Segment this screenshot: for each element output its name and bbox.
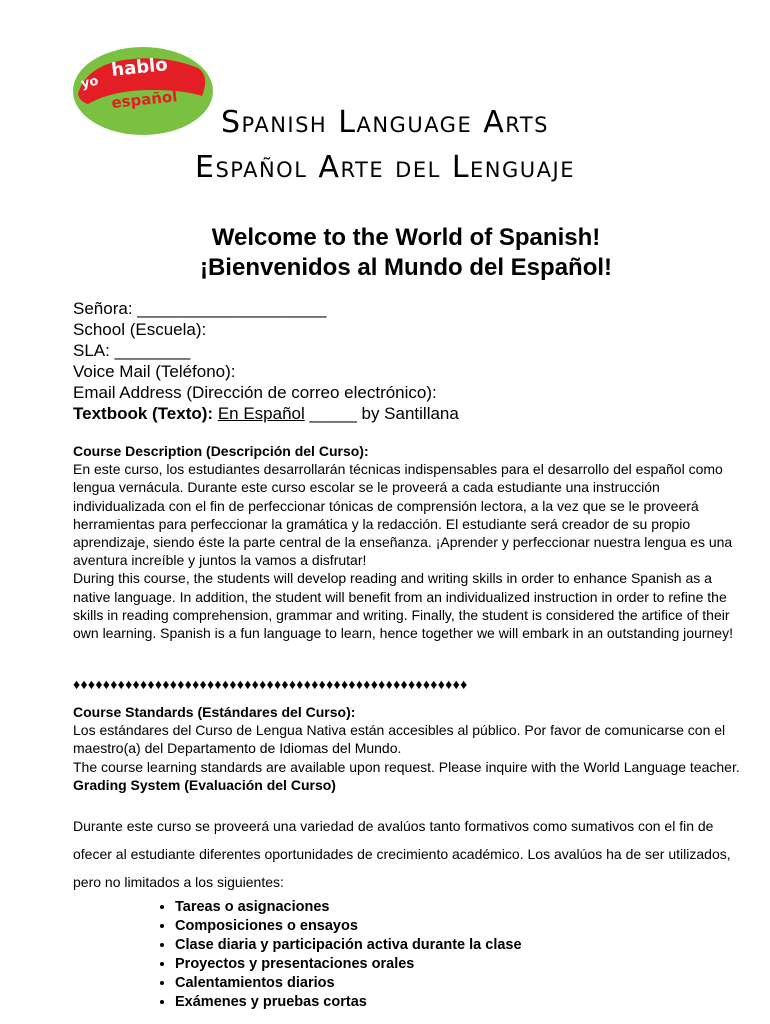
- course-description-section: [73, 442, 745, 642]
- list-item: • Clase diaria y participación activa durante la clase: [175, 936, 522, 955]
- assessment-list: [115, 898, 522, 1012]
- contact-info: [73, 298, 459, 424]
- diamond-divider: ♦♦♦♦♦♦♦♦♦♦♦♦♦♦♦♦♦♦♦♦♦♦♦♦♦♦♦♦♦♦♦♦♦♦♦♦♦♦♦♦♦♦♦♦♦♦♦♦♦♦♦♦♦: [73, 676, 468, 692]
- list-item: • Calentamientos diarios: [175, 974, 522, 993]
- textbook-title: En Español: [217, 404, 305, 423]
- list-item: • Composiciones o ensayos: [175, 917, 522, 936]
- course-standards-heading: Course Standards (Estándares del Curso):: [73, 704, 356, 720]
- teacher-name-line: Señora: ____________________: [73, 299, 327, 318]
- grading-heading: Grading System (Evaluación del Curso): [73, 776, 336, 793]
- course-standards-english: The course learning standards are available upon request. Please inquire with the World Language teacher.: [73, 758, 740, 775]
- course-description-heading: Course Description (Descripción del Curso):: [73, 443, 369, 459]
- course-description-english: During this course, the students will develop reading and writing skills in order to enhance Spanish as a native language. In addition, the student will benefit from an individualized instruction in order to refine the skills in reading comprehension, grammar and writing. Finally, the student is considered the artifice of their own learning. Spanish is a fun language to learn, hence together we will embark in an outstanding journey!: [73, 570, 733, 642]
- textbook-line: [73, 403, 459, 424]
- textbook-publisher: _____ by Santillana: [304, 404, 459, 423]
- list-item: • Tareas o asignaciones: [175, 898, 522, 917]
- course-standards-section: [73, 703, 745, 794]
- voicemail-line: Voice Mail (Teléfono):: [73, 362, 236, 381]
- welcome-spanish: ¡Bienvenidos al Mundo del Español!: [199, 254, 613, 281]
- welcome-english: Welcome to the World of Spanish!: [211, 224, 601, 251]
- school-line: School (Escuela):: [73, 320, 207, 339]
- page-title-english: Spanish Language Arts: [220, 105, 550, 140]
- list-item: • Proyectos y presentaciones orales: [175, 955, 522, 974]
- logo-word-hablo: hablo: [110, 54, 169, 81]
- grading-description: Durante este curso se proveerá una variedad de avalúos tanto formativos como sumativos con el fin de ofecer al estudiante diferentes oportunidades de crecimiento académico. Los avalúos ha de ser utilizados, pero no limitados a los siguientes:: [73, 818, 731, 890]
- email-line: Email Address (Dirección de correo electrónico):: [73, 383, 437, 402]
- course-description-spanish: En este curso, los estudiantes desarrollarán técnicas indispensables para el desarrollo del español como lengua vernácula. Durante este curso escolar se le proveerá a cada estudiante una instrucción individualizada con el fin de perfeccionar tónicas de comprensión lectora, a la vez que se le proveerá herramientas para perfeccionar la gramática y la redacción. El estudiante será creador de su propio aprendizaje, siendo éste la parte central de la enseñanza. ¡Aprender y perfeccionar nuestra lengua es una aventura increíble y juntos la vamos a disfrutar!: [73, 461, 733, 569]
- logo-word-yo: yo: [79, 73, 100, 92]
- course-standards-spanish: Los estándares del Curso de Lengua Nativa están accesibles al público. Por favor de comunicarse con el maestro(a) del Departamento de Idiomas del Mundo.: [73, 722, 726, 757]
- list-item: • Exámenes y pruebas cortas: [175, 993, 522, 1012]
- sla-line: SLA: ________: [73, 341, 191, 360]
- logo-word-espanol: español: [110, 87, 179, 112]
- page-title-spanish: Español Arte del Lenguaje: [194, 150, 575, 185]
- textbook-label: Textbook (Texto):: [73, 404, 214, 423]
